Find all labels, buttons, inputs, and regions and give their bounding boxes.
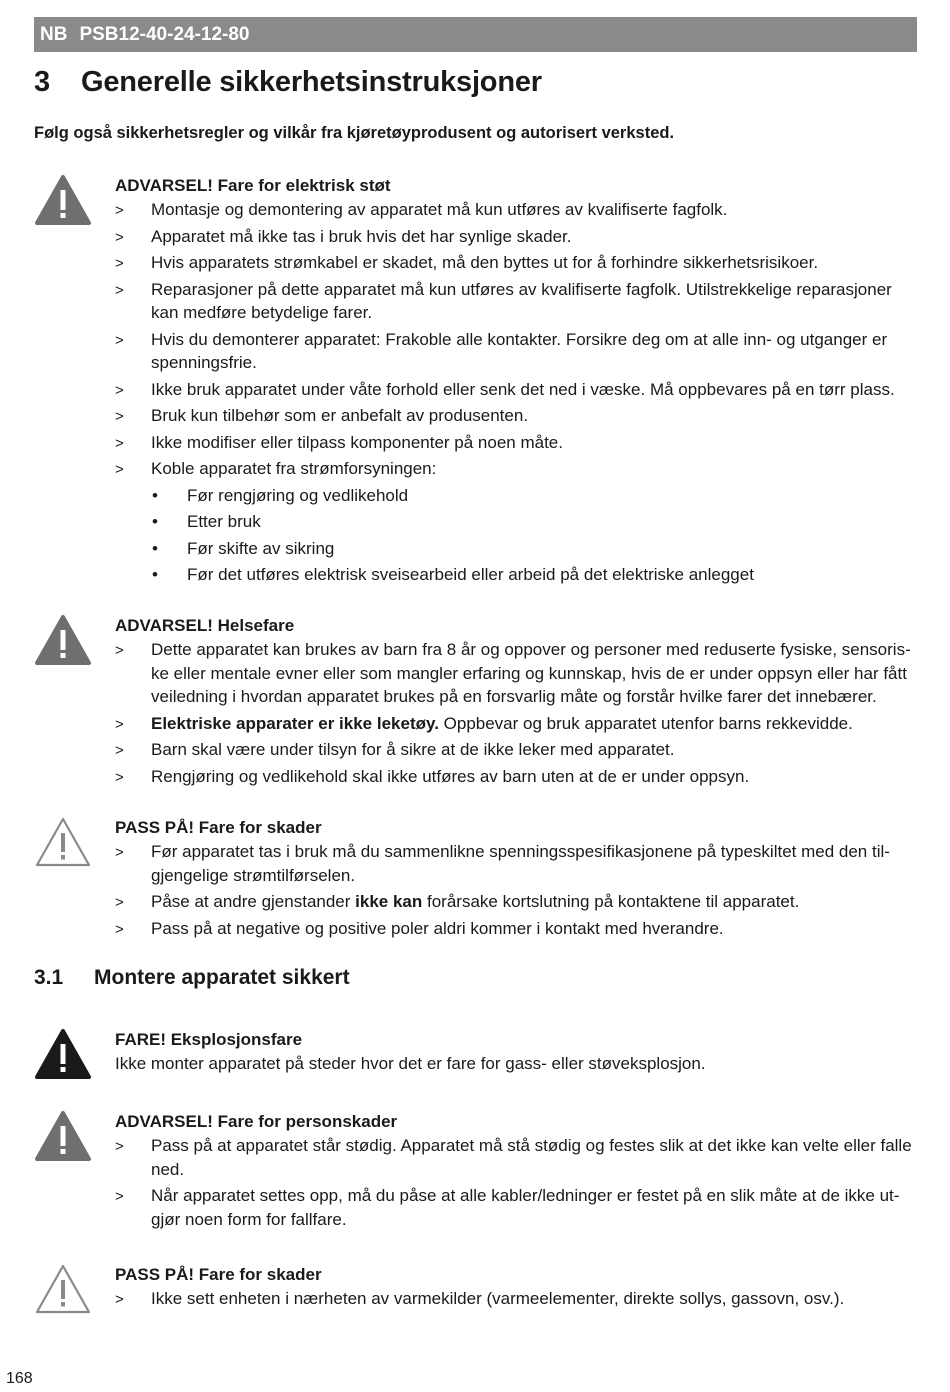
arrow-icon: >: [115, 228, 124, 246]
chapter-number: 3: [34, 66, 50, 98]
warning-list: [115, 638, 920, 788]
list-item-text: Dette apparatet kan brukes av barn fra 8 år og oppover og personer med reduserte fysiske, sensoriske eller mentale evner eller som mangler erfaring og kunnskap, hvis de er under oppsyn eller har fått veiledning i hvordan apparatet brukes på en forsvarlig måte og forstår hvilke farer det innebærer.: [151, 640, 911, 706]
list-item-text: Ikke sett enheten i nærheten av varmekilder (varmeelementer, direkte sollys, gassovn, osv.).: [151, 1289, 845, 1308]
warning-triangle-icon: [34, 1110, 92, 1162]
section-title-text: Montere apparatet sikkert: [94, 966, 350, 989]
list-item-text: Koble apparatet fra strømforsyningen:: [151, 459, 437, 478]
list-item: [115, 431, 920, 455]
arrow-icon: >: [115, 844, 124, 861]
section-title: [34, 966, 350, 990]
list-item-text: Rengjøring og vedlikehold skal ikke utføres av barn uten at de er under oppsyn.: [151, 766, 750, 786]
warning-list: [115, 1134, 920, 1231]
section-number: 3.1: [34, 966, 64, 989]
arrow-icon: >: [115, 408, 124, 425]
intro-text: Følg også sikkerhetsregler og vilkår fra kjøretøyprodusent og autorisert verksted.: [34, 124, 675, 142]
list-item-text: Apparatet må ikke tas i bruk hvis det har synlige skader.: [151, 226, 572, 246]
caution-triangle-icon: [34, 816, 92, 868]
arrow-icon: >: [115, 768, 124, 786]
list-item: [115, 890, 920, 914]
arrow-icon: >: [115, 331, 124, 349]
arrow-icon: >: [115, 920, 124, 938]
bullet-icon: •: [152, 485, 158, 505]
arrow-icon: >: [115, 202, 124, 219]
model-number: PSB12-40-24-12-80: [79, 23, 250, 45]
list-item-text: Påse at andre gjenstander: [151, 892, 356, 911]
warning-list: [115, 198, 920, 481]
warning-personal-injury: [34, 1110, 920, 1234]
warning-health-hazard: [34, 614, 920, 791]
arrow-icon: >: [115, 642, 124, 659]
list-item-text: Bruk kun tilbehør som er anbefalt av produsenten.: [151, 406, 529, 425]
warning-title: ADVARSEL! Helsefare: [115, 616, 295, 635]
sub-list-item: [115, 484, 920, 508]
list-item-text: Hvis du demonterer apparatet: Frakoble alle kontakter. Forsikre deg om at alle inn- og utganger er spenningsfrie.: [151, 329, 888, 372]
list-item-text: Montasje og demontering av apparatet må kun utføres av kvalifiserte fagfolk.: [151, 200, 728, 219]
sub-list-item: [115, 563, 920, 587]
list-item: [115, 404, 920, 428]
page-number: 168: [6, 1370, 33, 1387]
danger-title: FARE! Eksplosjonsfare: [115, 1030, 303, 1049]
list-item: [115, 378, 920, 402]
arrow-icon: >: [115, 255, 124, 272]
caution-list: [115, 1287, 920, 1311]
chapter-title-text: Generelle sikkerhetsinstruksjoner: [81, 66, 542, 98]
list-item-text: Pass på at negative og positive poler aldri kommer i kontakt med hverandre.: [151, 918, 724, 938]
arrow-icon: >: [115, 894, 124, 911]
sub-list-item: [115, 510, 920, 534]
list-item-text: Pass på at apparatet står stødig. Apparatet må stå stødig og festes slik at det ikke kan velte eller falle ned.: [151, 1136, 912, 1179]
bullet-icon: •: [152, 538, 158, 558]
list-item: [115, 840, 920, 887]
caution-triangle-icon: [34, 1263, 92, 1315]
sub-list-item-text: Før rengjøring og vedlikehold: [187, 485, 409, 505]
list-item: [115, 225, 920, 249]
warning-title: ADVARSEL! Fare for elektrisk støt: [115, 176, 391, 195]
list-item-text: Ikke bruk apparatet under våte forhold eller senk det ned i væske. Må oppbevares på en tørr plass.: [151, 379, 895, 399]
list-item-text: Reparasjoner på dette apparatet må kun utføres av kvalifiserte fagfolk. Utilstrekkelige reparasjoner kan medføre betydelige farer.: [151, 279, 892, 322]
danger-explosion: [34, 1028, 920, 1076]
chapter-title: [34, 66, 542, 99]
list-item-bold-text: Elektriske apparater er ikke leketøy.: [151, 713, 439, 733]
list-item-text: Hvis apparatets strømkabel er skadet, må den byttes ut for å forhindre sikkerhetsrisikoer.: [151, 253, 819, 272]
list-item-text: Barn skal være under tilsyn for å sikre at de ikke leker med apparatet.: [151, 740, 675, 759]
arrow-icon: >: [115, 1188, 124, 1205]
list-item-text: Ikke modifiser eller tilpass komponenter på noen måte.: [151, 432, 563, 452]
arrow-icon: >: [115, 434, 124, 452]
list-item: [115, 198, 920, 222]
list-item: [115, 738, 920, 762]
list-item-text: Oppbevar og bruk apparatet utenfor barns rekkevidde.: [438, 713, 853, 733]
arrow-icon: >: [115, 742, 124, 759]
list-item: [115, 1287, 920, 1311]
list-item: [115, 278, 920, 325]
language-code: NB: [40, 23, 68, 45]
warning-triangle-icon: [34, 174, 92, 226]
arrow-icon: >: [115, 1291, 124, 1308]
list-item: [115, 917, 920, 941]
caution-title: PASS PÅ! Fare for skader: [115, 818, 322, 837]
caution-title: PASS PÅ! Fare for skader: [115, 1265, 322, 1284]
list-item: [115, 1134, 920, 1181]
bullet-icon: •: [152, 512, 158, 531]
caution-list: [115, 840, 920, 940]
arrow-icon: >: [115, 715, 124, 733]
sub-list-item-text: Etter bruk: [187, 512, 261, 531]
arrow-icon: >: [115, 461, 124, 478]
list-item-text: forårsake kortslutning på kontaktene til apparatet.: [422, 892, 800, 911]
sub-list-item-text: Før det utføres elektrisk sveisearbeid eller arbeid på det elektriske anlegget: [187, 565, 754, 584]
arrow-icon: >: [115, 281, 124, 299]
list-item: [115, 765, 920, 789]
arrow-icon: >: [115, 381, 124, 399]
arrow-icon: >: [115, 1138, 124, 1155]
list-item: [115, 457, 920, 481]
warning-electric-shock: [34, 174, 920, 590]
list-item-text: Før apparatet tas i bruk må du sammenlikne spenningsspesifikasjonene på typeskiltet med den tilgjengelige strømtilførselen.: [151, 842, 890, 885]
list-item-bold-text: ikke kan: [355, 892, 423, 911]
header-bar: [34, 17, 917, 52]
list-item-text: Når apparatet settes opp, må du påse at alle kabler/ledninger er festet på en slik måte at de ikke utgjør noen form for fallfare.: [151, 1186, 900, 1229]
danger-text: Ikke monter apparatet på steder hvor det er fare for gass- eller støveksplosjon.: [115, 1054, 706, 1073]
list-item: [115, 712, 920, 736]
sub-list-item: [115, 537, 920, 561]
bullet-icon: •: [152, 565, 158, 584]
warning-triangle-icon: [34, 614, 92, 666]
sub-list-item-text: Før skifte av sikring: [187, 538, 335, 558]
caution-damage-2: [34, 1263, 920, 1314]
danger-triangle-icon: [34, 1028, 92, 1080]
list-item: [115, 638, 920, 709]
list-item: [115, 1184, 920, 1231]
caution-damage-1: [34, 816, 920, 943]
sub-list: [115, 484, 920, 587]
list-item: [115, 328, 920, 375]
warning-title: ADVARSEL! Fare for personskader: [115, 1112, 398, 1131]
list-item: [115, 251, 920, 275]
